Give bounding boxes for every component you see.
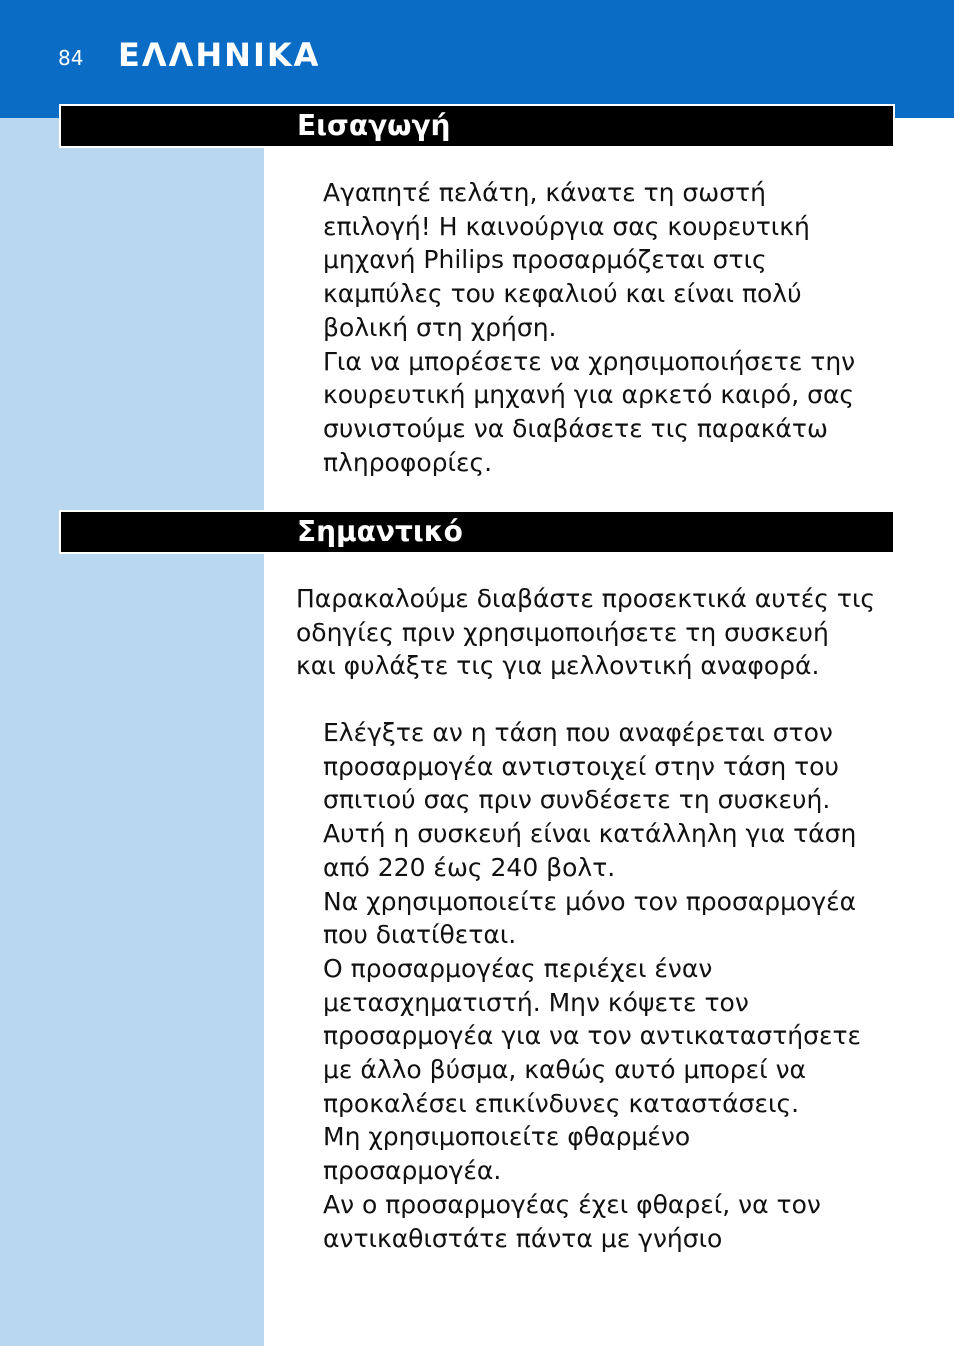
text-line: Αγαπητέ πελάτη, κάνατε τη σωστή (323, 178, 766, 207)
text-line: με άλλο βύσμα, καθώς αυτό μπορεί να (323, 1055, 807, 1085)
section-title-intro: Εισαγωγή (297, 109, 451, 142)
text-line: σπιτιού σας πριν συνδέσετε τη συσκευή. (323, 785, 831, 815)
text-line: Ελέγξτε αν η τάση που αναφέρεται στον (323, 718, 833, 747)
text-line: κουρευτική μηχανή για αρκετό καιρό, σας (323, 380, 855, 410)
text-line: προκαλέσει επικίνδυνες καταστάσεις. (323, 1088, 800, 1118)
section-title-important: Σημαντικό (297, 515, 463, 548)
text-line: Για να μπορέσετε να χρησιμοποιήσετε την (323, 346, 856, 376)
text-line: Ο προσαρμογέας περιέχει έναν (323, 953, 713, 983)
text-line: μετασχηματιστή. Μην κόψετε τον (323, 987, 749, 1017)
text-line: καμπύλες του κεφαλιού και είναι πολύ (323, 279, 802, 309)
text-line: προσαρμογέα για να τον αντικαταστήσετε (323, 1021, 862, 1051)
text-line: πληροφορίες. (323, 447, 493, 477)
text-line: Παρακαλούμε διαβάστε προσεκτικά αυτές τις (296, 584, 876, 613)
text-line: προσαρμογέα. (323, 1156, 502, 1186)
section-bar-important (59, 510, 895, 554)
section-bar-intro (59, 104, 895, 148)
text-line: επιλογή! Η καινούργια σας κουρευτική (323, 211, 810, 241)
text-line: μηχανή Philips προσαρμόζεται στις (323, 245, 767, 275)
text-line: συνιστούμε να διαβάσετε τις παρακάτω (323, 413, 828, 443)
important-paragraph (323, 716, 861, 1255)
intro-paragraph (323, 176, 855, 479)
text-line: από 220 έως 240 βολτ. (323, 852, 616, 882)
text-line: Μη χρησιμοποιείτε φθαρμένο (323, 1122, 691, 1152)
important-lead-paragraph (296, 582, 875, 683)
text-line: που διατίθεται. (323, 920, 517, 950)
page-number: 84 (58, 46, 84, 70)
text-line: βολική στη χρήση. (323, 312, 557, 342)
text-line: Αν ο προσαρμογέας έχει φθαρεί, να τον (323, 1189, 821, 1219)
text-line: προσαρμογέα αντιστοιχεί στην τάση του (323, 751, 839, 781)
text-line: οδηγίες πριν χρησιμοποιήσετε τη συσκευή (296, 617, 829, 647)
sidebar-band (0, 118, 264, 1346)
text-line: Αυτή η συσκευή είναι κατάλληλη για τάση (323, 819, 857, 849)
text-line: Να χρησιμοποιείτε μόνο τον προσαρμογέα (323, 886, 857, 916)
text-line: και φυλάξτε τις για μελλοντική αναφορά. (296, 651, 820, 681)
language-title: ΕΛΛΗΝΙΚΑ (118, 36, 321, 74)
text-line: αντικαθιστάτε πάντα με γνήσιο (323, 1223, 723, 1253)
